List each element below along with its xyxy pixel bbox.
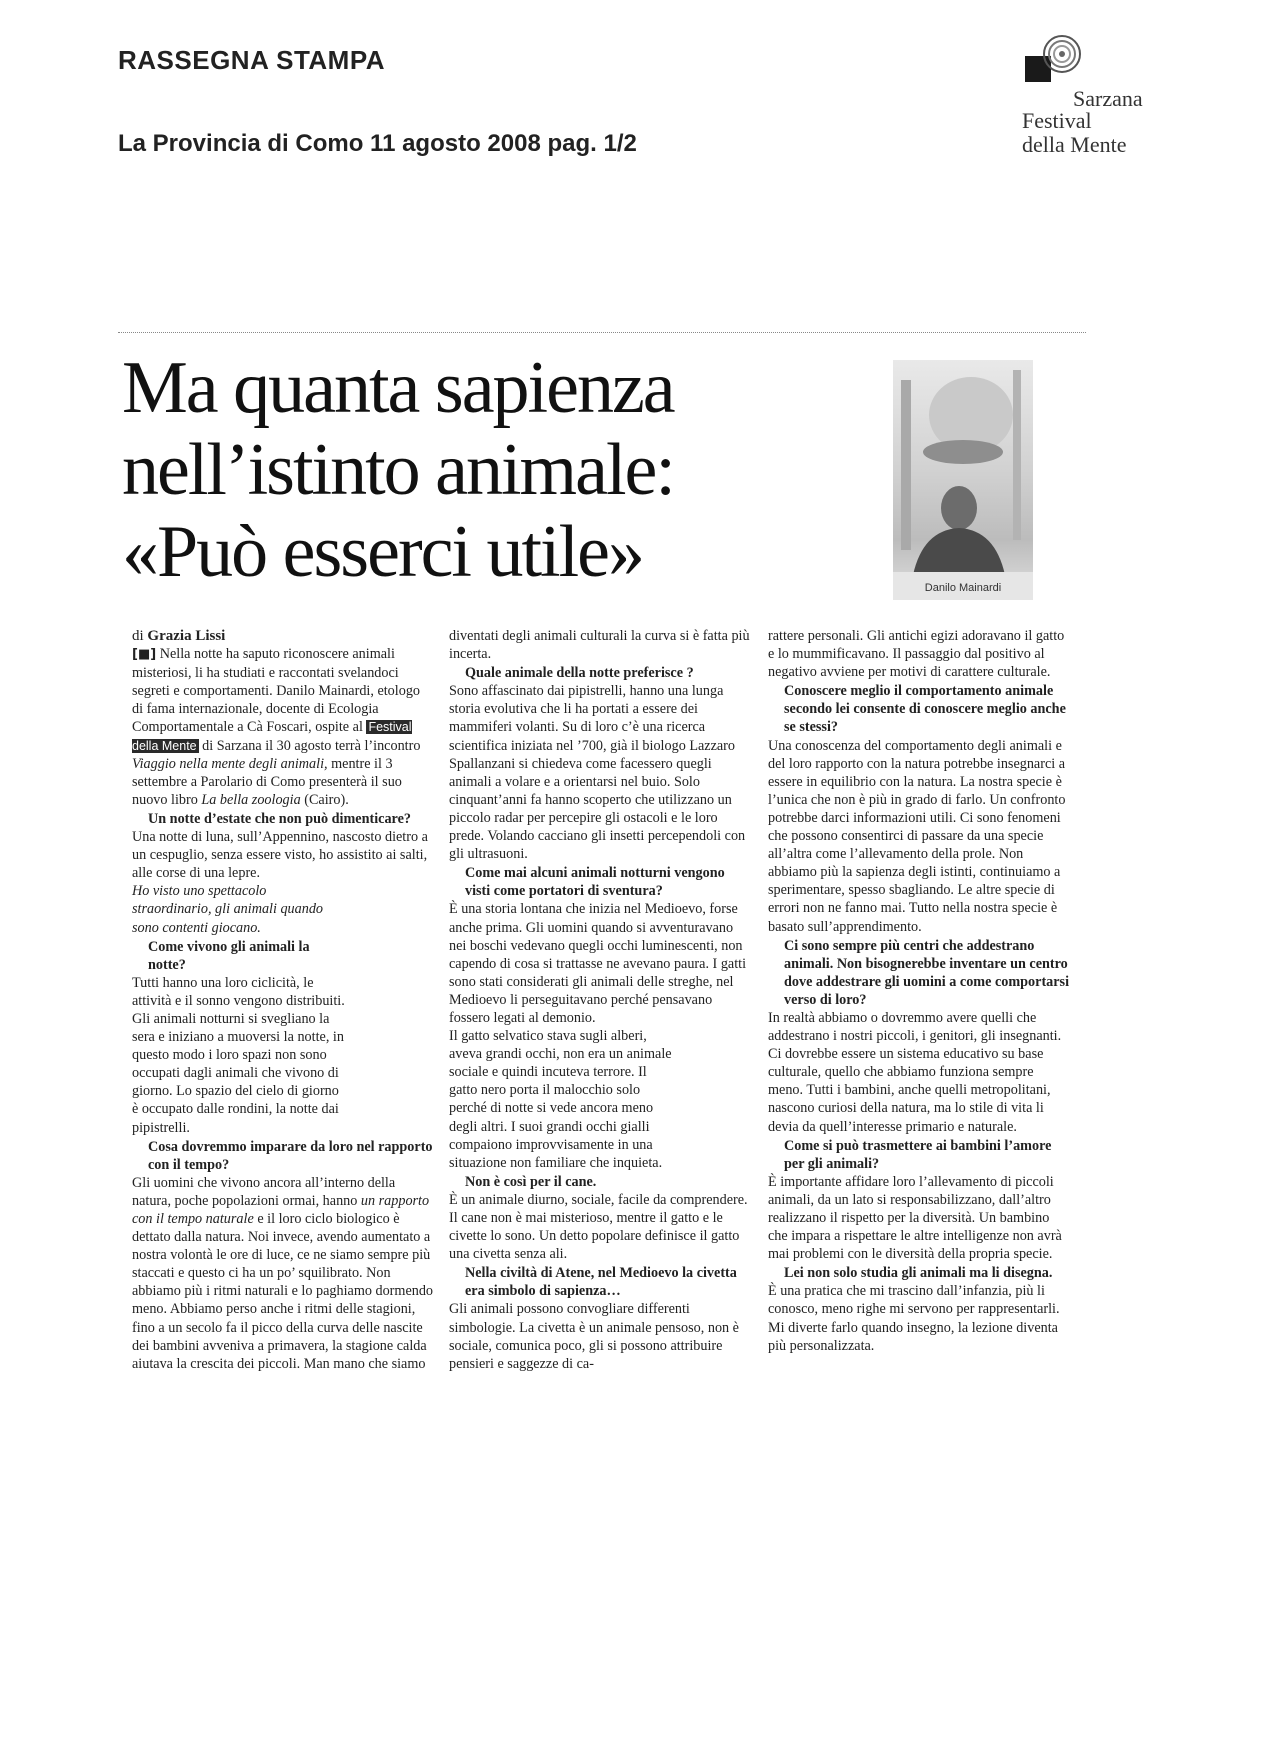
- headline-line-2: nell’istinto animale:: [122, 429, 674, 511]
- separator-rule: [118, 332, 1086, 333]
- headline-line-1: Ma quanta sapienza: [122, 347, 674, 429]
- question: Quale animale della notte preferisce ?: [465, 665, 694, 682]
- festival-logo: [1020, 30, 1170, 160]
- headline-line-3: «Può esserci utile»: [122, 511, 644, 593]
- portrait-image: [893, 360, 1033, 600]
- answer: Sono affascinato dai pipistrelli, hanno una lunga storia evolutiva che li ha portati a essere dei mammiferi volanti. Su di loro c’è una ricerca scientifica iniziata nel ’700, già il biologo Lazzaro Spallanzani si chiedeva come facessero quegli animali a volare e a orientarsi nel buio. Solo cinquant’anni fa hanno scoperto che utilizzano un piccolo radar per percepire gli ostacoli e le loro prede. Volando cacciano gli insetti percependoli con gli ultrasuoni.: [449, 683, 746, 863]
- answer: Gli animali possono convogliare differenti simbologie. La civetta è un animale pensoso, non è sociale, comunica poco, gli si possono attribuire pensieri e saggezze di ca-: [449, 1301, 739, 1372]
- answer: È importante affidare loro l’allevamento di piccoli animali, da un lato si responsabilizzano, dall’altro realizzano il rispetto per la diversità. Un bambino che impara a rispettare le altre intelligenze non avrà mai problemi con le diversità della propria specie.: [768, 1173, 1062, 1263]
- answer: Una conoscenza del comportamento degli animali e del loro rapporto con la natura potrebbe insegnarci a essere in equilibrio con la natura. La nostra specie è l’unica che non è più in grado di farlo. Un confronto potrebbe darci informazioni utili. Ci sono fenomeni che possono consentirci di passare da una specie all’altra come l’allevamento della prole. Non abbiamo più la sapienza degli istinti, continuiamo a sperimentare, spesso sbagliando. Le altre specie di errori non ne fanno mai. Tutto nella nostra specie è basato sull’apprendimento.: [768, 737, 1066, 935]
- event-title: Viaggio nella mente degli animali,: [132, 755, 328, 772]
- answer: rattere personali. Gli antichi egizi adoravano il gatto e lo mummificavano. Il passaggio dal positivo al negativo avviene per motivi di carattere culturale.: [768, 628, 1065, 681]
- answer: Tutti hanno una loro ciclicità, le attività e il sonno vengono distribuiti. Gli animali notturni si svegliano la sera e iniziano a muoversi la notte, in questo modo i loro spazi non sono occupati dagli animali che vivono di giorno. Lo spazio del cielo di giorno è occupato dalle rondini, la notte dai pipistrelli.: [132, 974, 345, 1136]
- byline: di Grazia Lissi: [132, 628, 226, 644]
- book-title: La bella zoologia: [201, 791, 301, 808]
- press-review-label: RASSEGNA STAMPA: [118, 45, 386, 75]
- question: Nella civiltà di Atene, nel Medioevo la civetta era simbolo di sapienza…: [465, 1265, 737, 1300]
- article-column-1: [132, 627, 434, 1373]
- answer: Gli uomini che vivono ancora all’interno della natura, poche popolazioni ormai, hanno un rapporto con il tempo naturale e il loro ciclo biologico è dettato dalla natura. Noi invece, avendo aumentato a nostra volontà le ore di luce, ce ne siamo sempre più staccati e questo ci ha un po’ squilibrato. Non abbiamo più i ritmi naturali e lo paghiamo dormendo meno. Abbiamo perso anche i ritmi delle stagioni, fino a un secolo fa il picco della curva delle nascite dei bambini avveniva a primavera, la stagione calda aiutava la crescita dei piccoli. Man mano che siamo: [132, 1174, 434, 1372]
- question: Cosa dovremmo imparare da loro nel rapporto con il tempo?: [148, 1138, 433, 1173]
- answer: Ho visto uno spettacolo straordinario, gli animali quando sono contenti giocano.: [132, 883, 324, 936]
- article-column-3: [768, 627, 1072, 1355]
- portrait-photo: [893, 360, 1033, 600]
- logo-text-della-mente: della Mente: [1022, 132, 1127, 157]
- article-headline: [122, 347, 862, 593]
- logo-text-festival: Festival: [1022, 108, 1092, 133]
- question: Un notte d’estate che non può dimenticare?: [148, 810, 411, 827]
- answer: Una notte di luna, sull’Appennino, nascosto dietro a un cespuglio, senza essere visto, ho assistito ai salti, alle corse di una lepre.: [132, 829, 428, 882]
- answer: In realtà abbiamo o dovremmo avere quelli che addestrano i nostri piccoli, i genitori, gli insegnanti. Ci dovrebbe essere un sistema educativo su base culturale, quello che abbiamo funziona sempre meno. Tutti i bambini, anche quelli metropolitani, nascono curiosi della natura, ma lo stile di vita li devia da quell’interesse primario e naturale.: [768, 1009, 1062, 1135]
- section-marker-icon: [■]: [132, 647, 157, 663]
- question: Come si può trasmettere ai bambini l’amore per gli animali?: [784, 1137, 1052, 1172]
- question: Come mai alcuni animali notturni vengono visti come portatori di sventura?: [465, 865, 725, 900]
- answer: Il gatto selvatico stava sugli alberi, aveva grandi occhi, non era un animale sociale e quindi incuteva terrore. Il gatto nero porta il malocchio solo perché di notte si vede ancora meno degli altri. I suoi grandi occhi gialli compaiono improvvisamente in una situazione non familiare che inquieta.: [449, 1028, 672, 1171]
- answer: È un animale diurno, sociale, facile da comprendere. Il cane non è mai misterioso, mentre il gatto e le civette lo sono. Un detto popolare definisce il gatto una civetta senza ali.: [449, 1191, 748, 1263]
- photo-caption: Danilo Mainardi: [924, 582, 1002, 594]
- intro-paragraph: [■] Nella notte ha saputo riconoscere animali misteriosi, li ha studiati e raccontati svelandoci segreti e comportamenti. Danilo Mainardi, etologo di fama internazionale, docente di Ecologia Comportamentale a Cà Foscari, ospite al Festival della Mente di Sarzana il 30 agosto terrà l’incontro Viaggio nella mente degli animali, mentre il 3 settembre a Parolario di Como presenterà il suo nuovo libro La bella zoologia (Cairo).: [132, 646, 421, 808]
- question: Conoscere meglio il comportamento animale secondo lei consente di conoscere meglio anche se stessi?: [784, 683, 1066, 736]
- article-column-2: [449, 627, 752, 1373]
- answer: diventati degli animali culturali la curva si è fatta più incerta.: [449, 628, 750, 663]
- answer: È una storia lontana che inizia nel Medioevo, forse anche prima. Gli uomini quando si avventuravano nei boschi vedevano quegli occhi luminescenti, non capendo di cosa si trattasse ne avevano paura. I gatti sono stati considerati gli animali delle streghe, nel Medioevo li perseguitavano perché pensavano fossero legati al demonio.: [449, 901, 747, 1026]
- author-name: Grazia Lissi: [147, 628, 226, 644]
- festival-highlight: Festival della Mente: [132, 720, 412, 753]
- answer: È una pratica che mi trascino dall’infanzia, più li conosco, meno righe mi servono per rappresentarli. Mi diverte farlo quando insegno, la lezione diventa più personalizzata.: [768, 1283, 1060, 1354]
- question: Come vivono gli animali la notte?: [148, 938, 310, 973]
- question: Ci sono sempre più centri che addestrano animali. Non bisognerebbe inventare un centro dove addestrare gli uomini a come comportarsi verso di loro?: [784, 937, 1070, 1008]
- logo-text-sarzana: Sarzana: [1073, 86, 1143, 111]
- question: Lei non solo studia gli animali ma li disegna.: [784, 1265, 1053, 1282]
- question: Non è così per il cane.: [465, 1173, 597, 1190]
- source-line: La Provincia di Como 11 agosto 2008 pag. 1/2: [118, 130, 637, 157]
